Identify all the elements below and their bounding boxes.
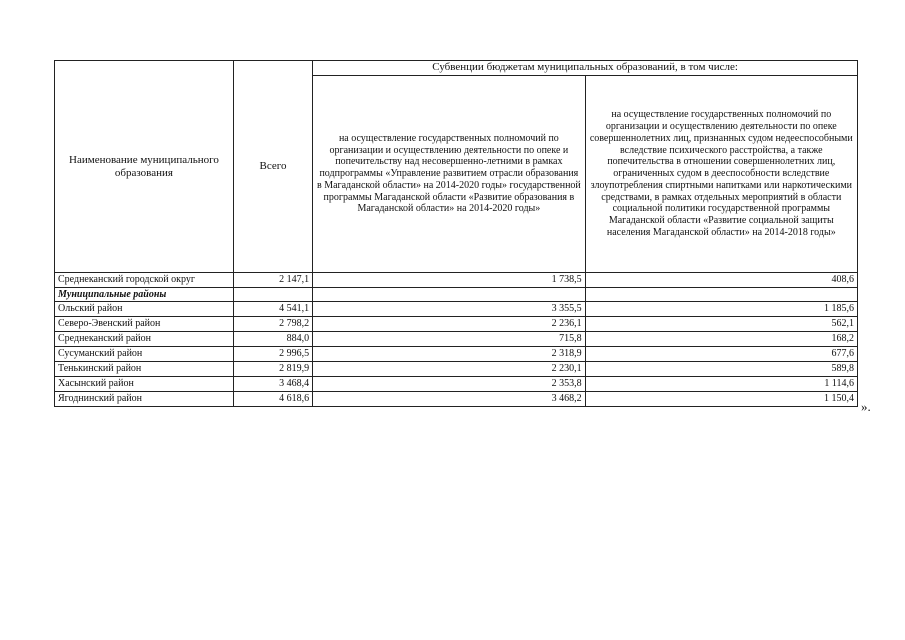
cell-name: Тенькинский район [55,362,234,377]
cell-b: 589,8 [585,362,857,377]
cell-b: 168,2 [585,332,857,347]
cell-total: 884,0 [233,332,312,347]
table-row [55,347,858,362]
cell-total: 2 798,2 [233,317,312,332]
cell-b: 1 150,4 [585,392,857,407]
cell-name: Ольский район [55,302,234,317]
cell-a: 2 230,1 [313,362,585,377]
cell-total: 4 618,6 [233,392,312,407]
cell-b: 1 114,6 [585,377,857,392]
cell-name: Северо-Эвенский район [55,317,234,332]
cell-name: Хасынский район [55,377,234,392]
table-row [55,332,858,347]
cell-a: 2 318,9 [313,347,585,362]
cell-name: Среднеканский район [55,332,234,347]
header-name: Наименование муниципального образования [55,61,234,273]
cell-b: 562,1 [585,317,857,332]
table-row [55,317,858,332]
cell-a: 2 236,1 [313,317,585,332]
cell-b: 408,6 [585,273,857,288]
cell-name: Ягоднинский район [55,392,234,407]
cell-total: 4 541,1 [233,302,312,317]
cell-a: 3 468,2 [313,392,585,407]
cell-a: 2 353,8 [313,377,585,392]
cell-a: 715,8 [313,332,585,347]
section-row [55,288,858,302]
cell-total: 2 996,5 [233,347,312,362]
cell-total: 2 819,9 [233,362,312,377]
cell-total: 3 468,4 [233,377,312,392]
header-col-a: на осуществление государственных полномочий по организации и осуществлению деятельности по опеке и попечительству над несовершенно-летними в рамках подпрограммы «Управление развитием отрасли образования в Магаданской области» на 2014-2020 годы» государственной программы Магаданской области «Развитие образования в Магаданской области» на 2014-2020 годы» [313,76,585,273]
cell-b: 1 185,6 [585,302,857,317]
cell-a: 3 355,5 [313,302,585,317]
header-col-b: на осуществление государственных полномочий по организации и осуществлению деятельности по опеке совершеннолетних лиц, признанных судом недееспособными вследствие психического расстройства, а также попечительства в отношении совершеннолетних лиц, ограниченных судом в дееспособности вследствие злоупотребления спиртными напитками или наркотическими средствами, в рамках отдельных мероприятий в области социальной политики государственной программы Магаданской области «Развитие социальной защиты населения Магаданской области» на 2014-2018 годы» [585,76,857,273]
table-row [55,362,858,377]
header-subventions: Субвенции бюджетам муниципальных образований, в том числе: [313,61,858,76]
section-label: Муниципальные районы [55,288,234,302]
table-row [55,273,858,288]
table-row [55,302,858,317]
cell-a: 1 738,5 [313,273,585,288]
closing-quote: ». [861,399,871,414]
table-row [55,392,858,407]
table-row [55,377,858,392]
header-total: Всего [233,61,312,273]
cell-name: Сусуманский район [55,347,234,362]
cell-total: 2 147,1 [233,273,312,288]
subventions-table [54,60,858,407]
cell-name: Среднеканский городской округ [55,273,234,288]
cell-b: 677,6 [585,347,857,362]
